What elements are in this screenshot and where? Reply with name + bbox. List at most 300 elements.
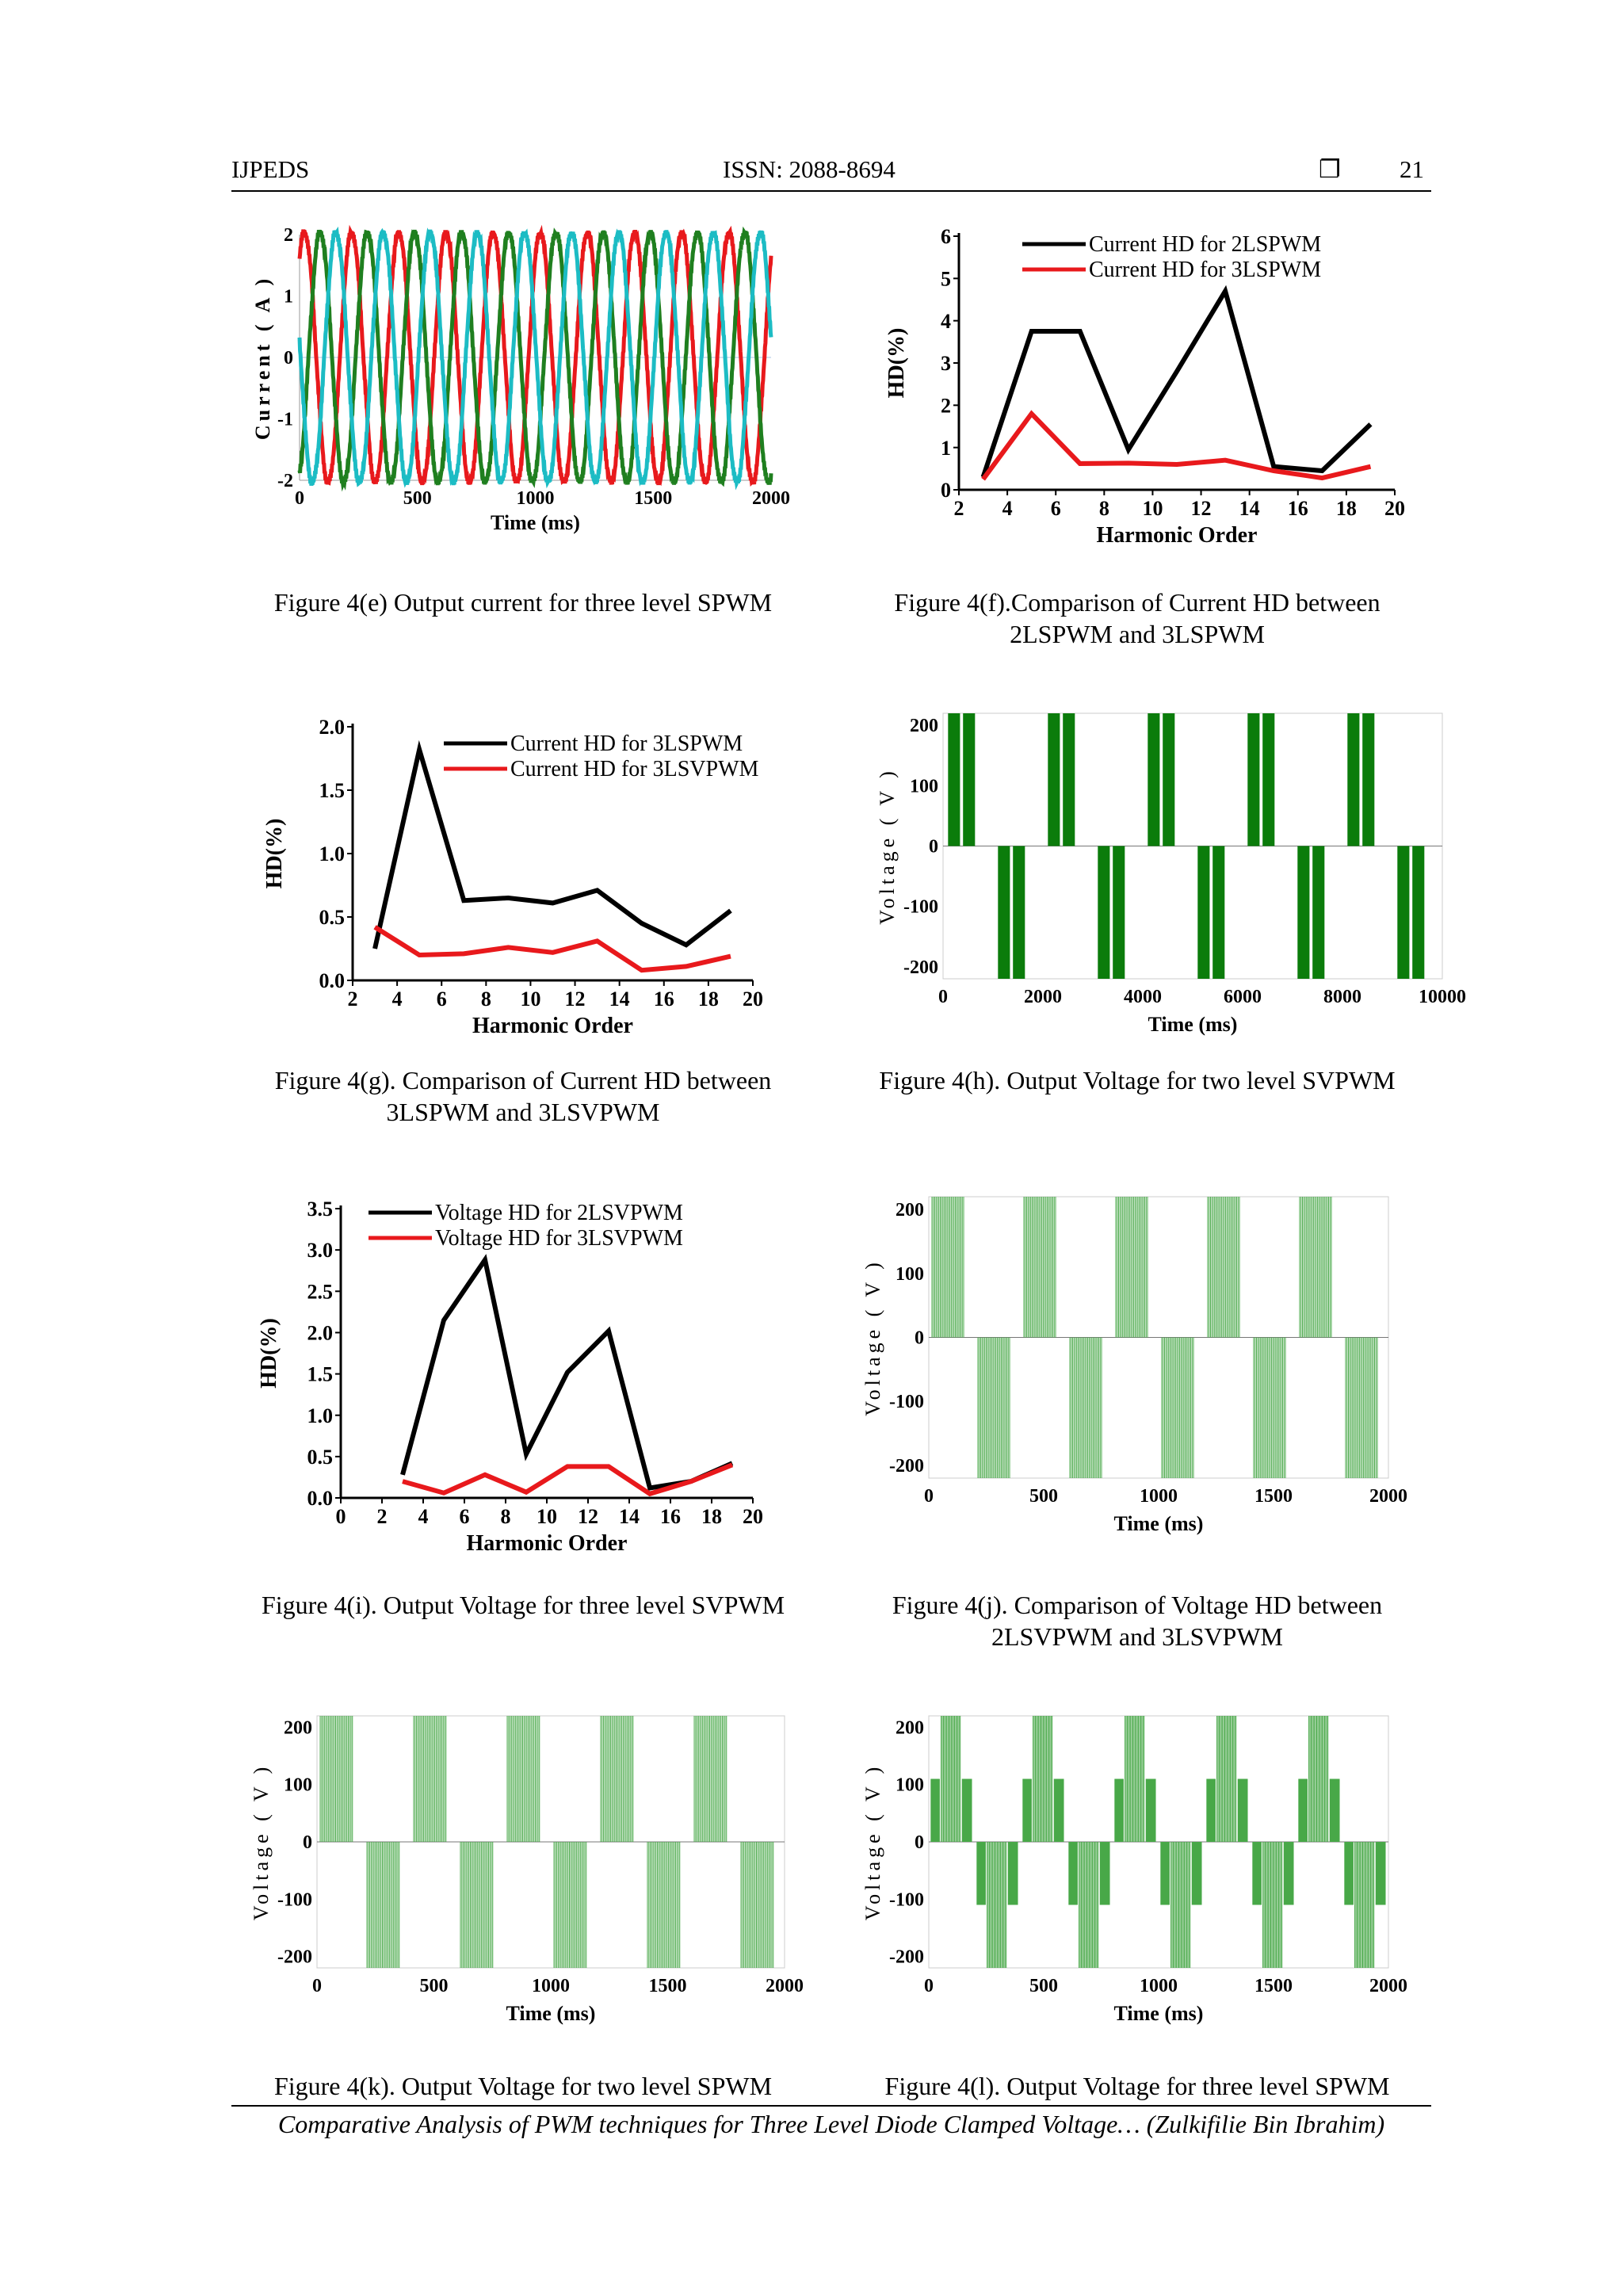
pwm-pulse: [632, 1716, 633, 1842]
pwm-pulse: [1081, 1842, 1082, 1968]
pwm-pulse: [1046, 1716, 1047, 1842]
pwm-pulse: [1317, 1197, 1318, 1338]
pwm-pulse: [1000, 1842, 1001, 1968]
pwm-pulse: [1079, 1842, 1080, 1968]
caption-4l: Figure 4(l). Output Voltage for three level SPWM: [884, 2072, 1390, 2100]
pwm-pulse: [1223, 1197, 1224, 1338]
pwm-pulse: [350, 1716, 351, 1842]
pwm-pulse: [1139, 1197, 1140, 1338]
pwm-pulse: [1231, 1197, 1232, 1338]
pwm-pulse: [694, 1716, 695, 1842]
pwm-pulse: [1321, 1716, 1322, 1842]
pwm-pulse: [1236, 1197, 1237, 1338]
pwm-pulse: [1355, 1842, 1356, 1968]
figure-4k: [238, 1708, 808, 2061]
y-tick-label: -2: [277, 471, 293, 491]
pwm-pulse: [664, 1842, 665, 1968]
pwm-pulse: [1129, 1716, 1130, 1842]
pwm-pulse: [603, 1716, 604, 1842]
pwm-pulse: [614, 1716, 615, 1842]
pwm-pulse: [648, 1842, 649, 1968]
pwm-pulse: [1026, 1197, 1027, 1338]
pwm-pulse: [1377, 1338, 1378, 1479]
figure-4j: [856, 1189, 1426, 1573]
pwm-pulse: [976, 1842, 986, 1905]
pwm-pulse: [946, 1716, 947, 1842]
pwm-pulse: [998, 846, 1010, 980]
pwm-pulse: [529, 1716, 530, 1842]
pwm-pulse: [436, 1716, 437, 1842]
pwm-pulse: [326, 1716, 327, 1842]
series-line-1: [403, 1260, 732, 1488]
y-tick-label: 0: [303, 1832, 312, 1853]
pwm-pulse: [940, 1197, 941, 1338]
pwm-pulse: [1348, 1338, 1349, 1479]
pwm-pulse: [371, 1842, 372, 1968]
x-tick-label: 6: [1050, 497, 1061, 520]
pwm-pulse: [627, 1716, 628, 1842]
pwm-pulse: [393, 1842, 394, 1968]
pwm-pulse: [485, 1842, 486, 1968]
y-tick-label: -100: [889, 1392, 924, 1413]
pwm-pulse: [1192, 1842, 1202, 1905]
pwm-pulse: [419, 1716, 420, 1842]
pwm-pulse: [1361, 1842, 1362, 1968]
pwm-pulse: [700, 1716, 701, 1842]
pwm-pulse: [1310, 1197, 1311, 1338]
x-tick-label: 10: [537, 1505, 557, 1528]
x-tick-label: 2: [953, 497, 964, 520]
pwm-pulse: [414, 1716, 415, 1842]
pwm-pulse: [617, 1716, 618, 1842]
pwm-pulse: [1239, 1197, 1240, 1338]
pwm-pulse: [1084, 1842, 1085, 1968]
pwm-pulse: [1354, 1842, 1355, 1968]
pwm-pulse: [1314, 1716, 1315, 1842]
pwm-pulse: [346, 1716, 347, 1842]
pwm-pulse: [376, 1842, 377, 1968]
pwm-pulse: [1039, 1197, 1040, 1338]
x-tick-label: 18: [701, 1505, 722, 1528]
pwm-pulse: [423, 1716, 424, 1842]
pwm-pulse: [754, 1842, 755, 1968]
pwm-pulse: [367, 1842, 368, 1968]
y-tick-label: 1.0: [319, 842, 345, 866]
pwm-pulse: [438, 1716, 439, 1842]
header-rule: [231, 190, 1431, 192]
pwm-pulse: [1277, 1842, 1278, 1968]
pwm-pulse: [1210, 1197, 1211, 1338]
pwm-pulse: [539, 1716, 540, 1842]
pwm-pulse: [1094, 1842, 1095, 1968]
y-tick-label: 3.0: [307, 1239, 333, 1263]
pwm-pulse: [991, 1842, 992, 1968]
pwm-pulse: [460, 1842, 461, 1968]
pwm-pulse: [1100, 1338, 1101, 1479]
pwm-pulse: [1190, 1338, 1191, 1479]
pwm-pulse: [1235, 1716, 1236, 1842]
pwm-pulse: [1214, 1197, 1215, 1338]
issn: ISSN: 2088-8694: [723, 155, 896, 183]
pwm-pulse: [1284, 1842, 1294, 1905]
pwm-pulse: [425, 1716, 426, 1842]
figure-4f: [864, 220, 1419, 557]
pwm-pulse: [1125, 1197, 1126, 1338]
pwm-pulse: [979, 1338, 980, 1479]
pwm-pulse: [490, 1842, 491, 1968]
y-tick-label: 3: [941, 352, 951, 376]
y-tick-label: -200: [889, 1455, 924, 1477]
pwm-pulse: [513, 1716, 514, 1842]
pwm-pulse: [1138, 1716, 1139, 1842]
y-tick-label: 200: [910, 716, 938, 737]
pwm-pulse: [537, 1716, 538, 1842]
legend-entry-2: Current HD for 3LSVPWM: [510, 757, 759, 781]
box-icon: ❐: [1319, 155, 1341, 183]
pwm-pulse: [1262, 713, 1274, 846]
pwm-pulse: [578, 1842, 579, 1968]
pwm-pulse: [741, 1842, 742, 1968]
pwm-pulse: [1124, 1197, 1125, 1338]
pwm-pulse: [1177, 1338, 1178, 1479]
pwm-pulse: [654, 1842, 655, 1968]
pwm-pulse: [1163, 713, 1174, 846]
x-tick-label: 0: [335, 1505, 346, 1528]
pwm-pulse: [1131, 1197, 1132, 1338]
pwm-pulse: [960, 1197, 961, 1338]
pwm-pulse: [430, 1716, 431, 1842]
pwm-pulse: [763, 1842, 764, 1968]
caption-4e: Figure 4(e) Output current for three level SPWM: [273, 588, 773, 617]
pwm-pulse: [1043, 1197, 1044, 1338]
pwm-pulse: [1313, 1716, 1314, 1842]
pwm-pulse: [1282, 1338, 1283, 1479]
pwm-pulse: [1118, 1197, 1119, 1338]
y-tick-label: 2.5: [307, 1280, 333, 1304]
x-axis-label: Harmonic Order: [472, 1014, 633, 1038]
y-axis-label: Current ( A ): [251, 274, 274, 441]
pwm-pulse: [953, 1197, 954, 1338]
pwm-pulse: [1189, 1338, 1190, 1479]
pwm-pulse: [1097, 1842, 1098, 1968]
caption-4j: Figure 4(j). Comparison of Voltage HD between 2LSVPWM and 3LSVPWM: [892, 1591, 1383, 1651]
pwm-pulse: [610, 1716, 611, 1842]
pwm-pulse: [1005, 1338, 1006, 1479]
pwm-pulse: [1370, 1338, 1371, 1479]
y-tick-label: 100: [896, 1263, 924, 1285]
x-tick-label: 500: [1029, 1486, 1058, 1507]
pwm-pulse: [951, 1716, 952, 1842]
pwm-pulse: [675, 1842, 676, 1968]
pwm-pulse: [1233, 1716, 1234, 1842]
pwm-pulse: [1140, 1197, 1141, 1338]
pwm-pulse: [631, 1716, 632, 1842]
pwm-pulse: [1218, 1197, 1219, 1338]
pwm-pulse: [1275, 1842, 1276, 1968]
pwm-pulse: [987, 1842, 988, 1968]
pwm-pulse: [583, 1842, 584, 1968]
pwm-pulse: [945, 1716, 946, 1842]
x-tick-label: 10000: [1419, 987, 1466, 1007]
pwm-pulse: [1052, 1197, 1053, 1338]
y-tick-label: -200: [903, 957, 938, 978]
pwm-pulse: [1281, 1842, 1282, 1968]
pwm-pulse: [1141, 1716, 1142, 1842]
pwm-pulse: [753, 1842, 754, 1968]
pwm-pulse: [1374, 1338, 1375, 1479]
x-tick-label: 8: [1098, 497, 1109, 520]
pwm-pulse: [1258, 1338, 1259, 1479]
x-tick-label: 4000: [1124, 987, 1162, 1007]
pwm-pulse: [1098, 846, 1109, 980]
pwm-pulse: [1192, 1338, 1193, 1479]
pwm-pulse: [1030, 1197, 1031, 1338]
pwm-pulse: [1087, 1338, 1088, 1479]
pwm-pulse: [945, 1197, 946, 1338]
pwm-pulse: [1096, 1338, 1097, 1479]
pwm-pulse: [1412, 846, 1424, 980]
y-tick-label: -100: [277, 1889, 312, 1911]
pwm-pulse: [1181, 1842, 1182, 1968]
pwm-pulse: [1368, 1842, 1369, 1968]
pwm-pulse: [558, 1842, 559, 1968]
pwm-pulse: [1234, 1197, 1235, 1338]
pwm-pulse: [389, 1842, 390, 1968]
pwm-pulse: [507, 1716, 508, 1842]
pwm-pulse: [933, 1197, 934, 1338]
pwm-pulse: [1238, 1779, 1248, 1843]
pwm-pulse: [1376, 1842, 1386, 1905]
pwm-pulse: [1097, 1338, 1098, 1479]
pwm-pulse: [1224, 1716, 1225, 1842]
x-tick-label: 6000: [1224, 987, 1262, 1007]
pwm-pulse: [752, 1842, 753, 1968]
pwm-pulse: [1164, 1338, 1165, 1479]
pwm-pulse: [1074, 1338, 1075, 1479]
y-axis-label: HD(%): [884, 327, 909, 399]
pwm-pulse: [997, 1338, 998, 1479]
pwm-pulse: [1044, 1197, 1045, 1338]
pwm-pulse: [1179, 1338, 1180, 1479]
pwm-pulse: [1256, 1338, 1257, 1479]
pwm-pulse: [1037, 1716, 1038, 1842]
pwm-pulse: [1048, 1197, 1049, 1338]
pwm-pulse: [999, 1338, 1000, 1479]
pwm-pulse: [1041, 1197, 1042, 1338]
x-tick-label: 1500: [1254, 1486, 1293, 1507]
pwm-pulse: [379, 1842, 380, 1968]
pwm-pulse: [1048, 713, 1060, 846]
pwm-pulse: [1091, 1338, 1092, 1479]
pwm-pulse: [572, 1842, 573, 1968]
pwm-pulse: [432, 1716, 433, 1842]
pwm-pulse: [533, 1716, 534, 1842]
pwm-pulse: [934, 1197, 935, 1338]
pwm-pulse: [1122, 1197, 1123, 1338]
x-tick-label: 2: [376, 1505, 388, 1528]
pwm-pulse: [416, 1716, 417, 1842]
pwm-pulse: [1115, 1197, 1116, 1338]
pwm-pulse: [1362, 713, 1374, 846]
pwm-pulse: [1360, 1842, 1361, 1968]
pwm-pulse: [1189, 1842, 1190, 1968]
pwm-pulse: [759, 1842, 760, 1968]
pwm-pulse: [1316, 1716, 1317, 1842]
pwm-pulse: [1254, 1338, 1255, 1479]
pwm-pulse: [352, 1716, 353, 1842]
pwm-pulse: [956, 1716, 957, 1842]
pwm-pulse: [1265, 1842, 1266, 1968]
pwm-pulse: [984, 1338, 985, 1479]
pwm-pulse: [519, 1716, 520, 1842]
pwm-pulse: [1143, 1197, 1144, 1338]
pwm-pulse: [1362, 1842, 1363, 1968]
pwm-pulse: [1161, 1338, 1162, 1479]
y-tick-label: -1: [277, 409, 293, 430]
pwm-pulse: [695, 1716, 696, 1842]
pwm-pulse: [995, 1338, 996, 1479]
pwm-pulse: [1051, 1197, 1052, 1338]
pwm-pulse: [948, 1716, 949, 1842]
pwm-pulse: [1033, 1197, 1034, 1338]
pwm-pulse: [955, 1197, 956, 1338]
pwm-pulse: [747, 1842, 748, 1968]
pwm-pulse: [1252, 1842, 1262, 1905]
pwm-pulse: [620, 1716, 621, 1842]
x-tick-label: 10: [1142, 497, 1163, 520]
pwm-pulse: [1230, 1716, 1231, 1842]
pwm-pulse: [1216, 1716, 1217, 1842]
pwm-pulse: [1197, 846, 1209, 980]
y-tick-label: 1.5: [307, 1362, 333, 1386]
pwm-pulse: [949, 1716, 950, 1842]
pwm-pulse: [937, 1197, 938, 1338]
pwm-pulse: [1263, 1842, 1264, 1968]
legend-entry-2: Current HD for 3LSPWM: [1089, 258, 1322, 282]
pwm-pulse: [1182, 1338, 1183, 1479]
pwm-pulse: [1363, 1842, 1364, 1968]
x-tick-label: 500: [1029, 1976, 1058, 1996]
pwm-pulse: [1045, 1197, 1046, 1338]
x-tick-label: 2000: [1024, 987, 1062, 1007]
pwm-pulse: [1127, 1716, 1128, 1842]
pwm-pulse: [770, 1842, 771, 1968]
pwm-pulse: [518, 1716, 519, 1842]
pwm-pulse: [1331, 1197, 1332, 1338]
pwm-pulse: [1148, 713, 1159, 846]
pwm-pulse: [1359, 1338, 1360, 1479]
pwm-pulse: [525, 1716, 526, 1842]
pwm-pulse: [1345, 1338, 1346, 1479]
pwm-pulse: [1232, 1716, 1233, 1842]
series-line-2: [375, 927, 731, 970]
pwm-pulse: [1346, 1338, 1347, 1479]
caption-4i: Figure 4(i). Output Voltage for three level SVPWM: [261, 1591, 785, 1619]
pwm-pulse: [963, 713, 975, 846]
x-tick-label: 0: [924, 1976, 934, 1996]
footer-rule: [231, 2105, 1431, 2107]
pwm-pulse: [986, 1338, 987, 1479]
pwm-pulse: [488, 1842, 489, 1968]
pwm-pulse: [1130, 1716, 1131, 1842]
x-tick-label: 8: [480, 988, 491, 1010]
pwm-pulse: [1004, 1338, 1005, 1479]
pwm-pulse: [1036, 1197, 1037, 1338]
pwm-pulse: [951, 1197, 952, 1338]
pwm-pulse: [992, 1842, 993, 1968]
pwm-pulse: [954, 1716, 955, 1842]
pwm-pulse: [1175, 1338, 1176, 1479]
pwm-pulse: [349, 1716, 350, 1842]
pwm-pulse: [1279, 1842, 1280, 1968]
pwm-pulse: [698, 1716, 699, 1842]
pwm-pulse: [1260, 1338, 1261, 1479]
pwm-pulse: [1212, 1197, 1213, 1338]
pwm-pulse: [1317, 1716, 1318, 1842]
pwm-pulse: [982, 1338, 983, 1479]
y-tick-label: -100: [903, 896, 938, 918]
pwm-pulse: [1183, 1842, 1184, 1968]
pwm-pulse: [1036, 1716, 1037, 1842]
pwm-pulse: [1219, 1716, 1220, 1842]
pwm-pulse: [1315, 1197, 1316, 1338]
caption-4g: Figure 4(g). Comparison of Current HD between 3LSPWM and 3LSVPWM: [274, 1066, 772, 1126]
pwm-pulse: [397, 1842, 398, 1968]
pwm-pulse: [1040, 1197, 1041, 1338]
pwm-pulse: [661, 1842, 662, 1968]
pwm-pulse: [559, 1842, 560, 1968]
x-tick-label: 2: [347, 988, 358, 1010]
pwm-pulse: [988, 1338, 989, 1479]
pwm-pulse: [726, 1716, 727, 1842]
pwm-pulse: [997, 1842, 998, 1968]
pwm-pulse: [1129, 1197, 1130, 1338]
pwm-pulse: [1144, 1197, 1145, 1338]
y-axis-label: HD(%): [257, 1318, 281, 1389]
pwm-pulse: [1297, 846, 1309, 980]
y-tick-label: 100: [896, 1775, 924, 1796]
pwm-pulse: [475, 1842, 476, 1968]
pwm-pulse: [1369, 1842, 1370, 1968]
pwm-pulse: [440, 1716, 441, 1842]
pwm-pulse: [749, 1842, 750, 1968]
pwm-pulse: [508, 1716, 509, 1842]
pwm-pulse: [625, 1716, 626, 1842]
pwm-pulse: [1037, 1197, 1038, 1338]
pwm-pulse: [944, 1716, 945, 1842]
x-axis-label: Harmonic Order: [1096, 523, 1258, 548]
pwm-pulse: [1359, 1842, 1360, 1968]
pwm-pulse: [1090, 1338, 1091, 1479]
pwm-pulse: [1008, 1338, 1009, 1479]
pwm-pulse: [1003, 1842, 1004, 1968]
pwm-pulse: [619, 1716, 620, 1842]
pwm-pulse: [1227, 1197, 1228, 1338]
pwm-pulse: [1300, 1197, 1301, 1338]
y-tick-label: 0: [941, 479, 951, 502]
pwm-pulse: [647, 1842, 648, 1968]
pwm-pulse: [995, 1842, 996, 1968]
pwm-pulse: [771, 1842, 772, 1968]
pwm-pulse: [1212, 846, 1224, 980]
pwm-pulse: [1179, 1842, 1180, 1968]
caption-4h: Figure 4(h). Output Voltage for two level SVPWM: [879, 1066, 1396, 1095]
pwm-pulse: [1322, 1716, 1323, 1842]
pwm-pulse: [1228, 1197, 1229, 1338]
y-tick-label: 2: [941, 394, 951, 418]
pwm-pulse: [655, 1842, 656, 1968]
pwm-pulse: [1171, 1338, 1172, 1479]
